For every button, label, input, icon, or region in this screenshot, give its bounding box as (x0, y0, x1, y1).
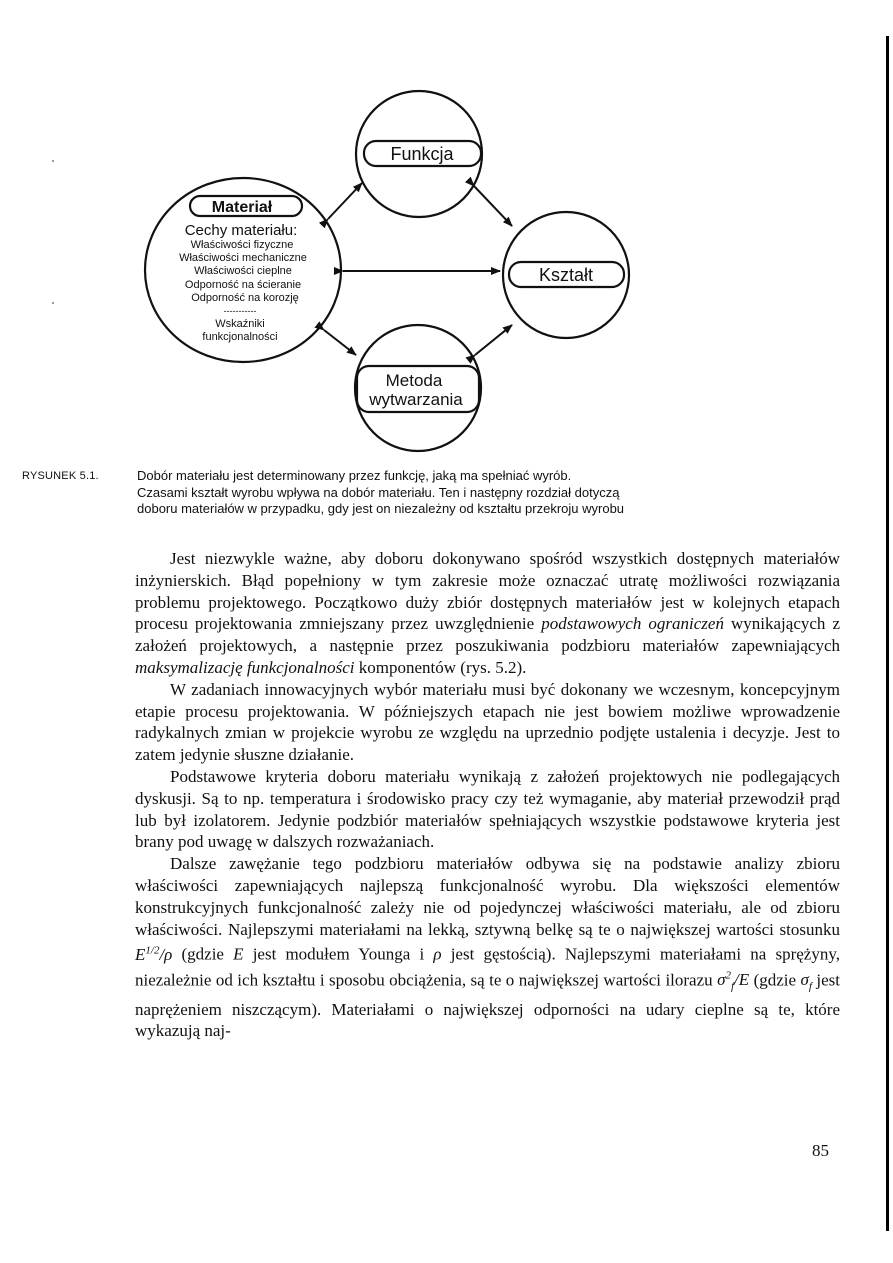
figure-diagram (0, 0, 893, 470)
math-symbol: ρ (433, 945, 442, 964)
math-subscript: f (730, 980, 735, 993)
material-property: Odporność na korozję (191, 292, 299, 304)
text-run: (gdzie (172, 945, 234, 964)
formula-spring (717, 969, 750, 993)
math-symbol: σ (717, 970, 726, 990)
arrow-material-metoda (324, 330, 356, 355)
page-number: 85 (812, 1141, 829, 1160)
math-denominator: /E (734, 970, 750, 990)
text-run: jest gęstością). Najlepszymi materiałami na sprężyny, niezależnie od ich kształtu i sposobu obciążenia, są te o największej wartości ilorazu (135, 945, 840, 990)
math-sigma-f (800, 970, 812, 993)
math-symbol: E (233, 945, 244, 964)
math-symbol: E (135, 945, 146, 964)
body-text (135, 548, 840, 1042)
math-subscript: f (808, 980, 812, 993)
figure-caption (137, 468, 777, 518)
math-denominator: /ρ (159, 945, 173, 964)
material-subtitle: Cechy materiału: (184, 222, 298, 239)
arrow-material-funkcja (328, 183, 362, 219)
figure-caption-label: RYSUNEK 5.1. (22, 470, 99, 482)
caption-line: doboru materiałów w przypadku, gdy jest on niezależny od kształtu przekroju wyrobu (137, 501, 625, 516)
caption-line: Dobór materiału jest determinowany przez funkcję, jaką ma spełniać wyrób. (137, 468, 572, 483)
material-property: Właściwości mechaniczne (179, 252, 307, 264)
text-run: (gdzie (749, 970, 801, 990)
formula-stiffness (135, 945, 172, 964)
text-run: Dalsze zawężanie tego podzbioru materiałów odbywa się na podstawie analizy zbioru właściwości zapewniających najlepszą funkcjonalność wyrobu. Dla większości elementów konstrukcyjnych funkcjonalność zależy nie od pojedynczej właściwości materiału, ale od zbioru właściwości. Najlepszymi materiałami na lekką, sztywną belkę są te o największej wartości stosunku (135, 854, 840, 939)
material-property: Odporność na ścieranie (184, 279, 302, 291)
text-run: wynikających z założeń projektowych, a następnie przez poszukiwania podzbioru materiałów zapewniających (135, 614, 840, 656)
text-run: jest naprężeniem niszczącym). Materiałami o największej odporności na udary cieplne są te, które wykazują naj- (135, 970, 840, 1041)
paragraph: Podstawowe kryteria doboru materiału wynikają z założeń projektowych nie podlegających dyskusji. Są to np. temperatura i środowisko pracy czy też wymaganie, aby materiał przewodził prąd lub był izolatorem. Jedynie podzbiór materiałów spełniających wszystkie podstawowe kryteria jest brany pod uwagę w dalszych rozważaniach. (135, 766, 840, 852)
paragraph: W zadaniach innowacyjnych wybór materiału musi być dokonany we wczesnym, koncepcyjnym etapie procesu projektowania. W późniejszych etapach nie jest bowiem możliwe wprowadzenie radykalnych zmian w projekcie wyrobu ze względu na uprzednio podjęte ustalenia i decyzje. Jest to zatem jedynie słuszne działanie. (135, 679, 840, 765)
ksztalt-label: Kształt (538, 265, 594, 285)
text-run: jest modułem Younga i (243, 945, 434, 964)
text-run: Jest niezwykle ważne, aby doboru dokonywano spośród wszystkich dostępnych materiałów inżynierskich. Błąd popełniony w tym zakresie może oznaczać utratę możliwości rozwiązania problemu projektowego. Początkowo duży zbiór dostępnych materiałów jest w kolejnych etapach procesu projektowania zmniejszany przez uwzględnienie (135, 549, 840, 634)
arrow-funkcja-ksztalt (474, 186, 512, 226)
emphasis: podstawowych ograniczeń (541, 614, 724, 634)
math-exponent: 1/2 (145, 944, 160, 957)
material-separator: ----------- (223, 306, 257, 316)
material-property: Właściwości fizyczne (190, 239, 294, 251)
funkcja-label: Funkcja (390, 144, 454, 164)
metoda-label-line2: wytwarzania (369, 390, 463, 409)
metoda-label-line1: Metoda (385, 371, 443, 390)
material-indicator: Wskaźniki (215, 318, 265, 330)
math-symbol: σ (800, 970, 809, 990)
caption-line: Czasami kształt wyrobu wpływa na dobór materiału. Ten i następny rozdział dotyczą (137, 484, 620, 500)
math-exponent: 2 (725, 969, 731, 982)
material-indicator: funkcjonalności (202, 331, 278, 343)
emphasis: maksymalizację funkcjonalności (135, 657, 355, 677)
material-property: Właściwości cieplne (194, 265, 292, 277)
arrow-metoda-ksztalt (475, 325, 512, 355)
text-run: komponentów (rys. 5.2). (354, 657, 527, 677)
paragraph (135, 548, 840, 679)
material-title: Materiał (211, 199, 273, 216)
paragraph (135, 853, 840, 1042)
